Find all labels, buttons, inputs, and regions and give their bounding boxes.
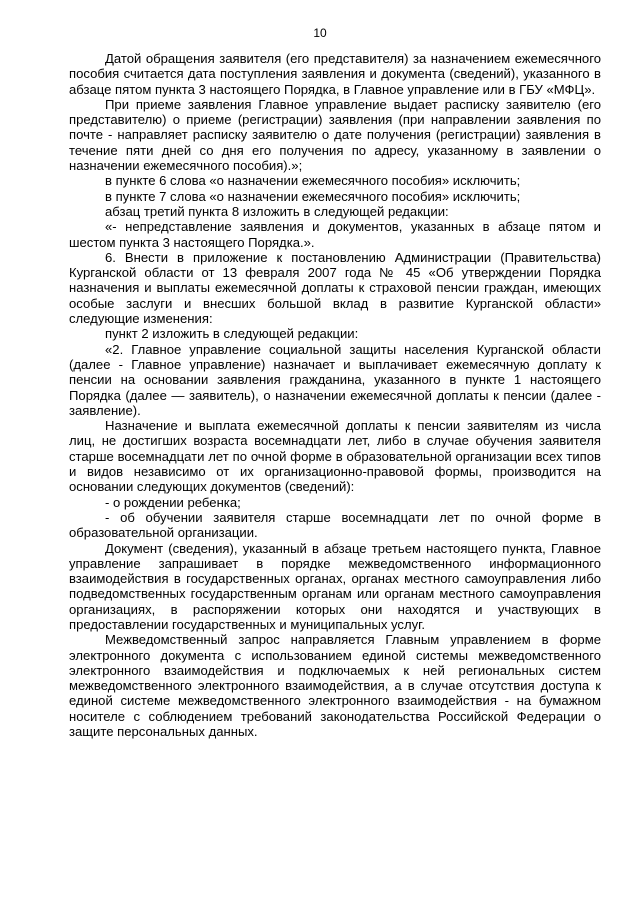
paragraph: «- непредставление заявления и документов, указанных в абзаце пятом и шестом пункта 3 настоящего Порядка.». — [69, 219, 601, 250]
paragraph: пункт 2 изложить в следующей редакции: — [105, 326, 359, 342]
paragraph: «2. Главное управление социальной защиты населения Курганской области (далее - Главное управление) назначает и выплачивает ежемесячную доплату к пенсии на основании заявления гражданина, указанного в пункте 1 настоящего Порядка (далее — заявитель), о назначении ежемесячной доплаты к пенсии (далее - заявление). — [69, 341, 601, 418]
paragraph: в пункте 6 слова «о назначении ежемесячного пособия» исключить; — [105, 173, 521, 189]
paragraph: Документ (сведения), указанный в абзаце третьем настоящего пункта, Главное управление запрашивает в порядке межведомственного информационного взаимодействия в государственных органах, органах местного самоуправления либо подведомственных государственным органам или органам местного самоуправления организациях, в распоряжении которых они находятся и участвующих в предоставлении государственных и муниципальных услуг. — [69, 540, 601, 632]
paragraph: 6. Внести в приложение к постановлению Администрации (Правительства) Курганской области от 13 февраля 2007 года № 45 «Об утверждении Порядка назначения и выплаты ежемесячной доплаты к страховой пенсии граждан, имеющих особые заслуги и внесших большой вклад в развитие Курганской области» следующие изменения: — [69, 249, 601, 327]
paragraph: - об обучении заявителя старше восемнадцати лет по очной форме в образовательной организации. — [69, 509, 601, 541]
paragraph: При приеме заявления Главное управление выдает расписку заявителю (его представителю) о приеме (регистрации) заявления (при направлении заявления по почте - направляет расписку заявителю о дате получения (регистрации) заявления в течение пяти дней со дня его получения по адресу, указанному в заявлении о назначении ежемесячного пособия).»; — [69, 96, 601, 174]
paragraph: Датой обращения заявителя (его представителя) за назначением ежемесячного пособия считается дата поступления заявления и документа (сведений), указанного в абзаце пятом пункта 3 настоящего Порядка, в Главное управление или в ГБУ «МФЦ». — [69, 51, 601, 97]
paragraph: - о рождении ребенка; — [105, 494, 241, 510]
paragraph: Межведомственный запрос направляется Главным управлением в форме электронного документа с использованием единой системы межведомственного электронного взаимодействия и подключаемых к ней региональных систем межведомственного электронного взаимодействия, а в случае отсутствия доступа к единой системе межведомственного электронного взаимодействия - на бумажном носителе с соблюдением требований законодательства Российской Федерации о защите персональных данных. — [69, 632, 601, 740]
paragraph: Назначение и выплата ежемесячной доплаты к пенсии заявителям из числа лиц, не достигших возраста восемнадцати лет, либо в случае обучения заявителя старше восемнадцати лет по очной форме в образовательной организации всех типов и видов независимо от их организационно-правовой формы, производится на основании следующих документов (сведений): — [69, 418, 601, 495]
paragraph: в пункте 7 слова «о назначении ежемесячного пособия» исключить; — [105, 188, 521, 204]
paragraph: абзац третий пункта 8 изложить в следующей редакции: — [105, 203, 449, 219]
page-number: 10 — [313, 26, 327, 40]
document-body — [69, 51, 601, 739]
